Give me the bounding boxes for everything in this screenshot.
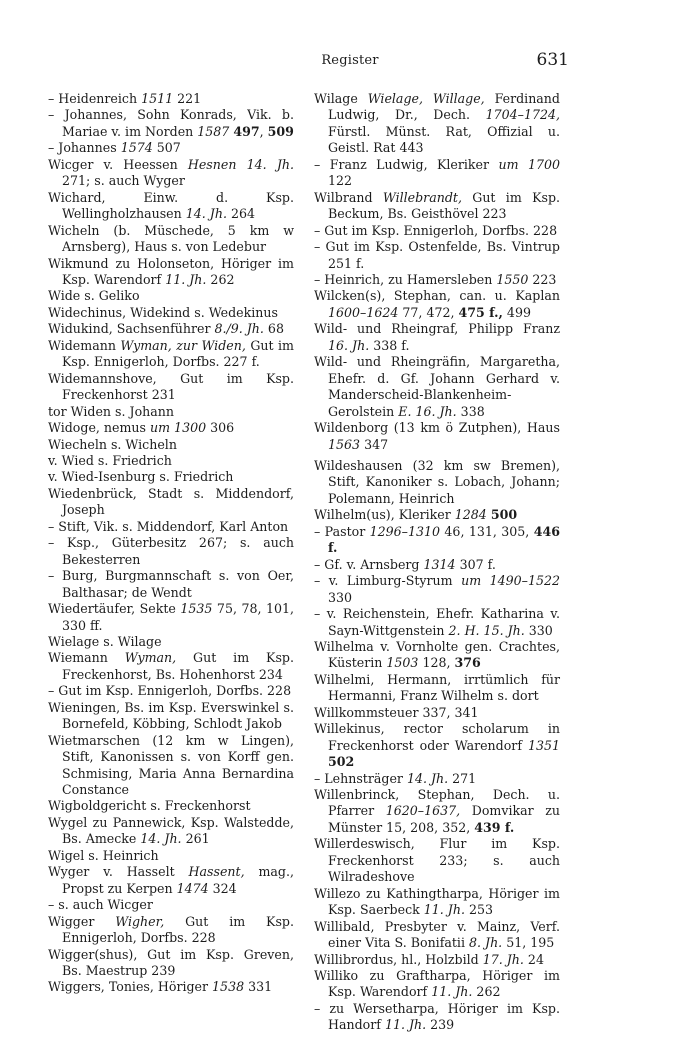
index-entry: Wigel s. Heinrich [48, 847, 159, 863]
index-entry: Wiedenbrück, Stadt s. Middendorf, Joseph [48, 485, 294, 518]
index-entry: – zu Wersetharpa, Höriger im Ksp. Handorf 11. Jh. 239 [314, 1000, 560, 1033]
index-entry: – Johannes, Sohn Konrads, Vik. b. Mariae v. im Norden 1587 497, 509 [48, 107, 294, 139]
index-entry: – v. Reichenstein, Ehefr. Katharina v. Sayn-Wittgenstein 2. H. 15. Jh. 330 [314, 606, 560, 638]
index-entry: – Gf. v. Arnsberg 1314 307 f. [314, 556, 496, 572]
index-entry: Wide s. Geliko [48, 288, 140, 304]
index-entry: Williko zu Graftharpa, Höriger im Ksp. Warendorf 11. Jh. 262 [314, 968, 560, 1000]
running-head: Register [321, 53, 379, 68]
index-entry: Wilcken(s), Stephan, can. u. Kaplan 1600–1624 77, 472, 475 f., 499 [314, 288, 560, 320]
index-entry: – Franz Ludwig, Kleriker um 1700 122 [314, 156, 560, 189]
index-entry: Wieningen, Bs. im Ksp. Everswinkel s. Bornefeld, Köbbing, Schlodt Jakob [48, 699, 294, 732]
index-entry: v. Wied s. Friedrich [48, 452, 172, 468]
index-column-right [314, 91, 560, 1034]
index-entry: Willkommsteuer 337, 341 [314, 704, 479, 720]
index-entry: v. Wied-Isenburg s. Friedrich [48, 469, 234, 485]
index-entry: Wilhelma v. Vornholte gen. Crachtes, Küsterin 1503 128, 376 [314, 638, 560, 671]
index-entry: tor Widen s. Johann [48, 403, 174, 419]
index-entry: Wild- und Rheingräfin, Margaretha, Ehefr. d. Gf. Johann Gerhard v. Manderscheid-Blankenheim-Gerolstein E. 16. Jh. 338 [314, 354, 560, 419]
index-entry: – Heinrich, zu Hamersleben 1550 223 [314, 271, 557, 287]
index-entry: Wielage s. Wilage [48, 633, 162, 649]
index-entry: – Lehnsträger 14. Jh. 271 [314, 770, 477, 786]
index-entry: Willibrordus, hl., Holzbild 17. Jh. 24 [314, 951, 544, 967]
index-entry: Willibald, Presbyter v. Mainz, Verf. einer Vita S. Bonifatii 8. Jh. 51, 195 [314, 918, 560, 951]
index-entry: – Burg, Burgmannschaft s. von Oer, Balthasar; de Wendt [48, 568, 294, 600]
index-entry: Wildenborg (13 km ö Zutphen), Haus 1563 347 [314, 420, 560, 452]
index-entry: – Ksp., Güterbesitz 267; s. auch Bekesterren [48, 535, 294, 567]
index-entry: Wildeshausen (32 km sw Bremen), Stift, Kanoniker s. Lobach, Johann; Polemann, Heinrich [314, 457, 560, 506]
index-entry: – s. auch Wicger [48, 897, 153, 913]
index-entry: – Heidenreich 1511 221 [48, 91, 202, 106]
index-entry: Wiemann Wyman, Gut im Ksp. Freckenhorst, Bs. Hohenhorst 234 [48, 650, 294, 682]
index-entry: – v. Limburg-Styrum um 1490–1522 330 [314, 573, 561, 605]
index-entry: Wiedertäufer, Sekte 1535 75, 78, 101, 330 ff. [48, 601, 294, 633]
index-entry: Widemann Wyman, zur Widen, Gut im Ksp. Ennigerloh, Dorfbs. 227 f. [48, 337, 294, 370]
index-entry: Willerdeswisch, Flur im Ksp. Freckenhorst 233; s. auch Wilradeshove [314, 836, 560, 885]
index-entry: Widukind, Sachsenführer 8./9. Jh. 68 [48, 321, 284, 337]
index-entry: Widoge, nemus um 1300 306 [48, 420, 235, 436]
index-entry: – Gut im Ksp. Ennigerloh, Dorfbs. 228 [314, 222, 558, 238]
index-entry: – Gut im Ksp. Ennigerloh, Dorfbs. 228 [48, 683, 292, 699]
index-entry: Wikmund zu Holonseton, Höriger im Ksp. Warendorf 11. Jh. 262 [48, 255, 294, 287]
index-entry: Willezo zu Kathingtharpa, Höriger im Ksp. Saerbeck 11. Jh. 253 [314, 885, 560, 918]
index-entry: Willekinus, rector scholarum in Freckenhorst oder Warendorf 1351 502 [314, 721, 560, 770]
index-entry: Wichard, Einw. d. Ksp. Wellingholzhausen 14. Jh. 264 [48, 189, 294, 222]
index-entry: – Johannes 1574 507 [48, 140, 181, 156]
index-entry: Wygel zu Pannewick, Ksp. Walstedde, Bs. Amecke 14. Jh. 261 [48, 814, 294, 847]
page-number: 631 [536, 50, 569, 70]
index-entry: Widechinus, Widekind s. Wedekinus [48, 304, 278, 320]
index-entry: – Pastor 1296–1310 46, 131, 305, 446 f. [314, 523, 560, 556]
index-entry: Wilbrand Willebrandt, Gut im Ksp. Beckum, Bs. Geisthövel 223 [314, 189, 561, 222]
index-entry: Wiggers, Tonies, Höriger 1538 331 [48, 979, 273, 995]
index-entry: Wigger Wigher, Gut im Ksp. Ennigerloh, Dorfbs. 228 [48, 913, 294, 946]
index-entry: Wicheln (b. Müschede, 5 km w Arnsberg), Haus s. von Ledebur [48, 222, 294, 255]
index-entry: Wilhelmi, Hermann, irrtümlich für Hermanni, Franz Wilhelm s. dort [314, 671, 560, 704]
index-entry: – Gut im Ksp. Ostenfelde, Bs. Vintrup 251 f. [314, 239, 560, 271]
index-entry: Wilhelm(us), Kleriker 1284 500 [314, 507, 518, 523]
index-entry: Wilage Wielage, Willage, Ferdinand Ludwig, Dr., Dech. 1704–1724, Fürstl. Münst. Rat, Offizial u. Geistl. Rat 443 [314, 91, 560, 156]
index-entry: Wiecheln s. Wicheln [48, 436, 177, 452]
index-entry: Wild- und Rheingraf, Philipp Franz 16. Jh. 338 f. [314, 321, 560, 353]
index-entry: Wietmarschen (12 km w Lingen), Stift, Kanonissen s. von Korff gen. Schmising, Maria Anna Bernardina Constance [48, 732, 294, 798]
index-column-left [48, 91, 294, 996]
index-entry: – Stift, Vik. s. Middendorf, Karl Anton [48, 518, 289, 534]
index-entry: Willenbrinck, Stephan, Dech. u. Pfarrer 1620–1637, Domvikar zu Münster 15, 208, 352, 439 f. [314, 787, 560, 835]
index-entry: Wicger v. Heessen Hesnen 14. Jh. 271; s. auch Wyger [48, 156, 294, 189]
index-entry: Wyger v. Hasselt Hassent, mag., Propst zu Kerpen 1474 324 [48, 864, 294, 896]
index-entry: Widemannshove, Gut im Ksp. Freckenhorst 231 [48, 370, 294, 403]
index-entry: Wigger(shus), Gut im Ksp. Greven, Bs. Maestrup 239 [48, 946, 294, 979]
index-entry: Wigboldgericht s. Freckenhorst [48, 798, 251, 814]
